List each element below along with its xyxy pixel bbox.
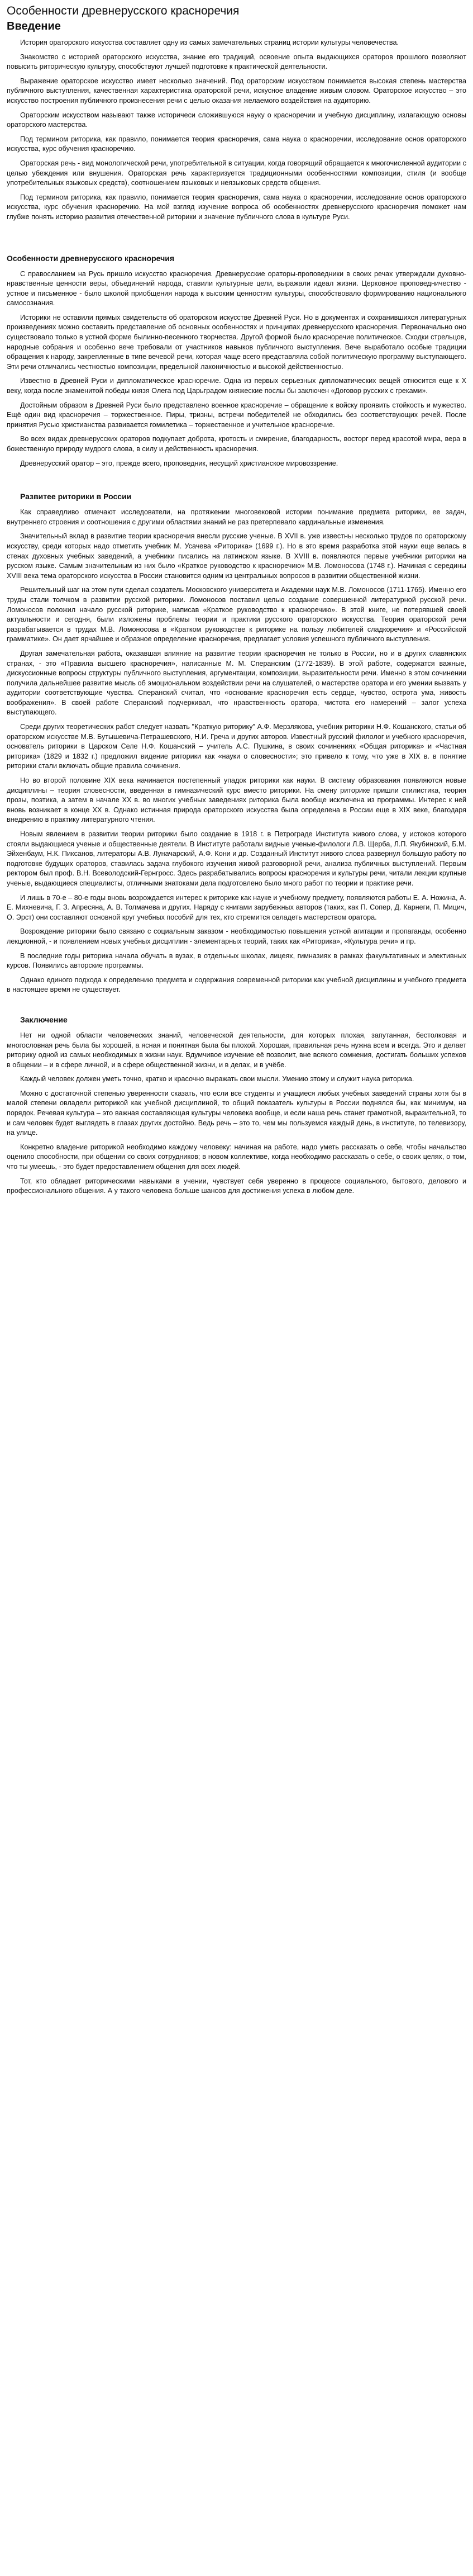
section-paragraph: Известно в Древней Руси и дипломатическое красноречие. Одна из первых серьезных дипломатических вещей относится еще к X веку, когда после знаменитой победы князя Олега под Царьградом княжеские послы бы заключен «Договор русских с греками». <box>7 377 466 395</box>
section-paragraph: Тот, кто обладает риторическими навыками в учении, чувствует себя уверенно в процессе социального, бытового, делового и профессионального общения. А у такого человека больше шансов для достижения успеха в любом деле. <box>7 1177 466 1195</box>
section-paragraph: Однако единого подхода к определению предмета и содержания современной риторики как учебной дисциплины и учебного предмета в настоящее время не существует. <box>7 976 466 994</box>
page-title: Особенности древнерусского красноречия <box>7 4 240 17</box>
section-paragraph: Достойным образом в Древней Руси было представлено военное красноречие – обращение к войску проявить стойкость и мужество. Ещё один вид красноречия – торжественное. Пиры, тризны, встречи победителей не обходились без соответствующих речей. После принятия Русью христианства развивается гомилетика – торжественное и учительное красноречие. <box>7 401 466 429</box>
conclusion-section <box>7 1014 466 1196</box>
section-paragraph: Конкретно владение риторикой необходимо каждому человеку: начиная на работе, надо уметь рассказать о себе, чтобы начальство оценило способности, при общении со своих сотрудников; в новом коллективе, когда необходимо рассказать о себе, о своих целях, о том, что ты умеешь, - это будет предоставлением общения для всех людей. <box>7 1143 466 1171</box>
intro-paragraph: Ораторским искусством называют также историчеси сложившуюся науку о красноречии и учебную дисциплину, излагающую основы ораторского мастерства. <box>7 111 466 129</box>
section-paragraph: И лишь в 70-е – 80-е годы вновь возрождается интерес к риторике как науке и учебному предмету, появляются работы Е. А. Ножина, А. Е. Михневича, Г. З. Апресяна, А. В. Толмачева и других. Наряду с книгами зарубежных авторов (таких, как П. Сопер, Д. Карнеги, П. Мицич, О. Эрст) они составляют основной круг учебных пособий для тех, кто стремится овладеть мастерством оратора. <box>7 893 466 921</box>
intro-paragraph: История ораторского искусства составляет одну из самых замечательных страниц истории культуры человечества. <box>20 39 399 46</box>
intro-paragraph: Под термином риторика, как правило, понимается теория красноречия, сама наука о красноречии, исследование основ ораторского искусства, курс обучения красноречию. На мой взгляд изучение вопроса об особенностях древнерусского красноречия поможет нам глубже понять историю развития отечественной риторики и значение публичного слова в культуре Руси. <box>7 193 466 221</box>
section-paragraph: Среди других теоретических работ следует назвать "Краткую риторику" А.Ф. Мерзлякова, учебник риторики Н.Ф. Кошанского, статьи об ораторском искусстве М.В. Бутышевича-Петрашевского, Н.И. Греча и других авторов. Известный русский филолог и учебного красноречия, основатель риторики в Царском Селе Н.Ф. Кошанский – учитель А.С. Пушкина, в своих сочинениях «Общая риторика» и «Частная риторика» (1829 и 1832 г.) предложил видение риторики как «науки о словесности»; это привело к тому, что уже в XIX в. в понятие риторики стали включать общие правила сочинения. <box>7 723 466 770</box>
section-paragraph: Другая замечательная работа, оказавшая влияние на развитие теории красноречия не только в России, но и в других славянских странах, - это «Правила высшего красноречия», написанные М. М. Сперанским (1772-1839). В этой работе, содержатся важные, дискуссионные вопросы структуры публичного выступления, аргументации, композиции, выразительности речи. Именно в этом сочинении получила дальнейшее развитие мысль об эмоциональном воздействии речи на слушателей, о мастерстве оратора и его умении вызвать у аудитории соответствующие чувства. Сперанский считал, что «основание красноречия есть сердце, чувство, острота ума, живость воображения». В своей работе Сперанский подчеркивал, что нравственность оратора, чистота его намерений – залог успеха выступающего. <box>7 649 466 717</box>
section-paragraph: Новым явлением в развитии теории риторики было создание в 1918 г. в Петрограде Института живого слова, у истоков которого стояли выдающиеся ученые и общественные деятели. В Институте работали видные ученые-филологи Л.В. Щерба, Л.П. Якубинский, Б.М. Эйхенбаум, Н.К. Пиксанов, литераторы А.В. Луначарский, А.Ф. Кони и др. Созданный Институт живого слова развернул большую работу по подготовке будущих ораторов, ставилась задача глубокого изучения живой разговорной речи, анализа публичных выступлений. Первым ректором был проф. В.Н. Всеволодский-Гернгросс. Здесь разрабатывались вопросы красноречия и культуры речи, читали лекции крупные ученые, выдающиеся специалисты, отличными знатоками дела подготовлено было много работ по теории и практике речи. <box>7 830 466 887</box>
section-paragraph: Во всех видах древнерусских ораторов подкупает доброта, кротость и смирение, благодарность, восторг перед красотой мира, вера в божественную природу мудрого слова, в силу и действенность красноречия. <box>7 435 466 453</box>
section-paragraph: Как справедливо отмечают исследователи, на протяжении многовековой истории понимание предмета риторики, ее задач, внутреннего строения и соотношения с другими областями знаний не раз претерпевало кардинальные изменения. <box>7 508 466 526</box>
section-paragraph: Но во второй половине XIX века начинается постепенный упадок риторики как науки. В систему образования появляются новые дисциплины – теория словесности, введенная в гимназический курс вместо риторики. На смену риторике пришли стилистика, теория прозы, поэтика, а затем в начале XX в. во многих учебных заведениях риторика была вообще исключена из программы. Интерес к ней вновь возникает в конце XX в. Однако истинная природа ораторского искусства была определена в России еще в XIX веке, благодаря внедрению в практику литературного чтения. <box>7 776 466 824</box>
section-paragraph: Древнерусский оратор – это, прежде всего, проповедник, несущий христианское мировоззрение. <box>20 459 338 467</box>
rhetoric-in-russia-section <box>7 491 466 995</box>
section-paragraph: Каждый человек должен уметь точно, кратко и красочно выражать свои мысли. Умению этому и служит наука риторика. <box>20 1075 414 1083</box>
intro-paragraph: Ораторская речь - вид монологической речи, употребительной в ситуации, когда говорящий обращается к многочисленной аудитории с целью убеждения или внушения. Ораторская речь характеризуется традиционными особенностями композиции, стиля (и вообще употребительных языковых средств), соотношением языковых и неязыковых средств общения. <box>7 159 466 187</box>
ancient-eloquence-section <box>7 253 466 469</box>
section-paragraph: С правосланием на Русь пришло искусство красноречия. Древнерусские ораторы-проповедники в своих речах утверждали духовно-нравственные ценности веры, объединений народа, ставили культурные цели, выражали идеал жизни. Церковное проповедничество - устное и письменное - было школой приобщения народа к высоким ценностям культуры, способствовало формированию национального самосознания. <box>7 269 466 307</box>
intro-section <box>7 38 466 222</box>
section-paragraph: Нет ни одной области человеческих знаний, человеческой деятельности, для которых плохая, запутанная, бестолковая и многословная речь была бы хорошей, а ясная и понятная была бы плохой. Хорошая, правильная речь нужна всем и всегда. Это и делает риторику одной из самых необходимых в жизни наук. Вдумчивое изучение её позволит, вне всякого сомнения, достигать больших успехов в общении – и в сфере личной, и в сфере общественной жизни, и в делах, и в учёбе. <box>7 1031 466 1069</box>
section-paragraph: Возрождение риторики было связано с социальным заказом - необходимостью повышения устной агитации и пропаганды, особенно лекционной, - и появлением новых учебных дисциплин - элементарных теорий, таких как «Риторика», «Культура речи» и пр. <box>7 927 466 945</box>
section-paragraph: В последние годы риторика начала обучать в вузах, в отдельных школах, лицеях, гимназиях в рамках факультативных и элективных курсов. Появились авторские программы. <box>7 951 466 970</box>
intro-paragraph: Знакомство с историей ораторского искусства, знание его традиций, освоение опыта выдающихся ораторов прошлого позволяют повысить риторическую культуру, способствуют лучшей подготовке к практической деятельности. <box>7 53 466 71</box>
section-paragraph: Значительный вклад в развитие теории красноречия внесли русские ученые. В XVII в. уже известны несколько трудов по ораторскому искусству, среди которых надо отметить учебник М. Усачева «Риторика» (1699 г.). Но в это время разработка этой науки еще велась в стенах духовных учебных заведений, а учебники писались на латинском языке. В XVIII в. появляются первые учебники риторики на русском языке. Самым значительным из них было «Краткое руководство к красноречию» М.В. Ломоносова (1748 г.). Начиная с середины XVIII века тема ораторского искусства в России становится одним из центральных вопросов в развитии общественной жизни. <box>7 532 466 580</box>
section-heading: Особенности древнерусского красноречия <box>7 253 175 263</box>
section-paragraph: Можно с достаточной степенью уверенности сказать, что если все студенты и учащиеся любых учебных заведений страны хотя бы в малой степени овладели риторикой как учебной дисциплиной, то общий показатель культуры в России поднялся бы, как минимум, на порядок. Речевая культура – это важная составляющая культуры человека вообще, и если наша речь станет грамотной, выразительной, то и сам человек будет выглядеть в глазах других достойно. Ведь речь – это то, чем мы пользуемся каждый день, в институте, по телевизору, на улице. <box>7 1089 466 1137</box>
intro-paragraph: Под термином риторика, как правило, понимается теория красноречия, сама наука о красноречии, исследование основ ораторского искусства, курс обучения красноречию. <box>7 135 466 153</box>
section-paragraph: Решительный шаг на этом пути сделал создатель Московского университета и Академии наук М.В. Ломоносов (1711-1765). Именно его труды стали толчком в развитии русской риторики. Ломоносов поставил целью создание совершенной литературной русской речи. Ломоносов положил начало русской риторике, написав «Краткое руководство к красноречию». В этой книге, не потерявшей своей актуальности и сегодня, были изложены проблемы теории и практики русского ораторского искусства. Теория ораторской речи разрабатывается в трудах М.В. Ломоносова в «Кратком руководстве к риторике на пользу любителей сладкоречия» и «Российской грамматике». Он дает ярчайшее и образное определение красноречия, предлагает условия успешного публичного выступления. <box>7 586 466 643</box>
section-heading: Развитее риторики в России <box>20 492 132 501</box>
intro-heading: Введение <box>7 20 61 32</box>
intro-paragraph: Выражение ораторское искусство имеет несколько значений. Под ораторским искусством понимается высокая степень мастерства публичного выступления, качественная характеристика ораторской речи, искусное владение живым словом. Ораторское искусство – это искусство построения публичного произнесения речи с целью оказания желаемого воздействия на аудиторию. <box>7 77 466 105</box>
section-heading: Заключение <box>20 1015 68 1024</box>
section-paragraph: Историки не оставили прямых свидетельств об ораторском искусстве Древней Руси. Но в документах и сохранившихся литературных произведениях можно составить представление об основных особенностях и принципах древнерусского красноречия. Первоначально оно существовало только в устной форме былинно-песенного творчества. Другой формой было красноречие политическое. Сходки стрельцов, народные собрания и особенно вече требовали от участников навыков публичного выступления. Вече выработало особые традиции обращения к народу, закрепленные в типе вечевой речи, которая чаще всего представляла собой политическую программу выступающего. Эти речи отличались честностью композиции, предельной лаконичностью и высокой действенностью. <box>7 313 466 371</box>
